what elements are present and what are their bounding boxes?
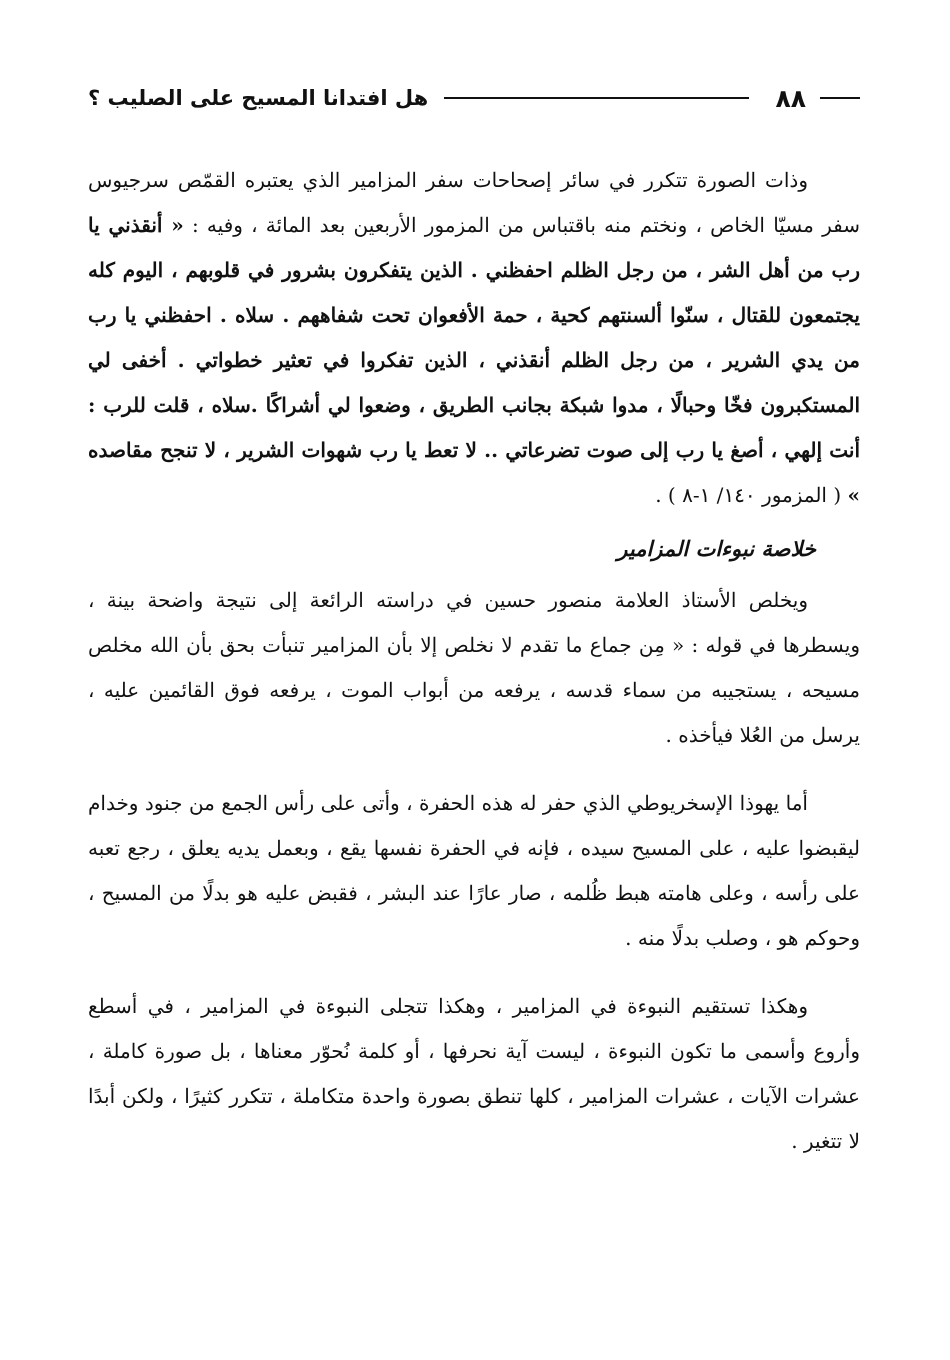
header-rule-short: [820, 97, 860, 99]
paragraph-closing: وهكذا تستقيم النبوءة في المزامير ، وهكذا تتجلى النبوءة في المزامير ، في أسطع وأروع وأسمى ما تكون النبوءة ، ليست آية نحرفها ، أو كلمة نُحوّر معناها ، بل صورة كاملة ، عشرات الآيات ، عشرات المزامير ، كلها تنطق بصورة واحدة متكاملة ، تتكرر كثيرًا ، ولكن أبدًا لا تتغير .: [88, 994, 860, 1153]
psalm-citation: ( المزمور ١٤٠/ ١-٨ ) .: [655, 483, 842, 507]
paragraph-judas: أما يهوذا الإسخريوطي الذي حفر له هذه الحفرة ، وأتى على رأس الجمع من جنود وخدام ليقبضوا عليه ، على المسيح سيده ، فإنه في الحفرة نفسها يقع ، وبعمل يديه يعلق ، رجع تعبه على رأسه ، وعلى هامته هبط ظُلمه ، صار عارًا عند البشر ، فقبض عليه هو بدلًا من المسيح ، وحوكم هو ، وصلب بدلًا منه .: [88, 791, 860, 950]
paragraph-psalm-quote: [88, 158, 860, 518]
page-number: ٨٨: [775, 83, 806, 113]
paragraph-conclusion: ويخلص الأستاذ العلامة منصور حسين في دراسته الرائعة إلى نتيجة واضحة بينة ، ويسطرها في قوله : « مِن جماع ما تقدم لا نخلص إلا بأن المزامير تنبأت بحق بأن الله مخلص مسيحه ، يستجيبه من سماء قدسه ، يرفعه من أبواب الموت ، يرفعه فوق القائمين عليه ، يرسل من العُلا فيأخذه .: [88, 588, 860, 747]
section-heading: خلاصة نبوءات المزامير: [617, 537, 816, 561]
paragraph-intro: وذات الصورة تتكرر في سائر إصحاحات سفر المزامير الذي يعتبره القمّص سرجيوس سفر مسيّا الخاص ، ونختم منه باقتباس من المزمور الأربعين بعد المائة ، وفيه :: [88, 168, 860, 237]
psalm-quotation: « أنقذني يا رب من أهل الشر ، من رجل الظلم احفظني . الذين يتفكرون بشرور في قلوبهم ، اليوم كله يجتمعون للقتال ، سنّوا ألسنتهم كحية ، حمة الأفعوان تحت شفاههم . سلاه . احفظني يا رب من يدي الشرير ، من رجل الظلم أنقذني ، الذين تفكروا في تعثير خطواتي . أخفى لي المستكبرون فخّا وحبالًا ، مدوا شبكة بجانب الطريق ، وضعوا لي أشراكًا .سلاه ، قلت للرب : أنت إلهي ، أصغ يا رب إلى صوت تضرعاتي .. لا تعط يا رب شهوات الشرير ، لا تنجح مقاصده »: [88, 213, 860, 507]
page-body: [88, 158, 860, 1164]
header-rule-long: [444, 97, 749, 99]
page-header: [88, 78, 860, 118]
running-title: هل افتدانا المسيح على الصليب ؟: [88, 86, 429, 110]
